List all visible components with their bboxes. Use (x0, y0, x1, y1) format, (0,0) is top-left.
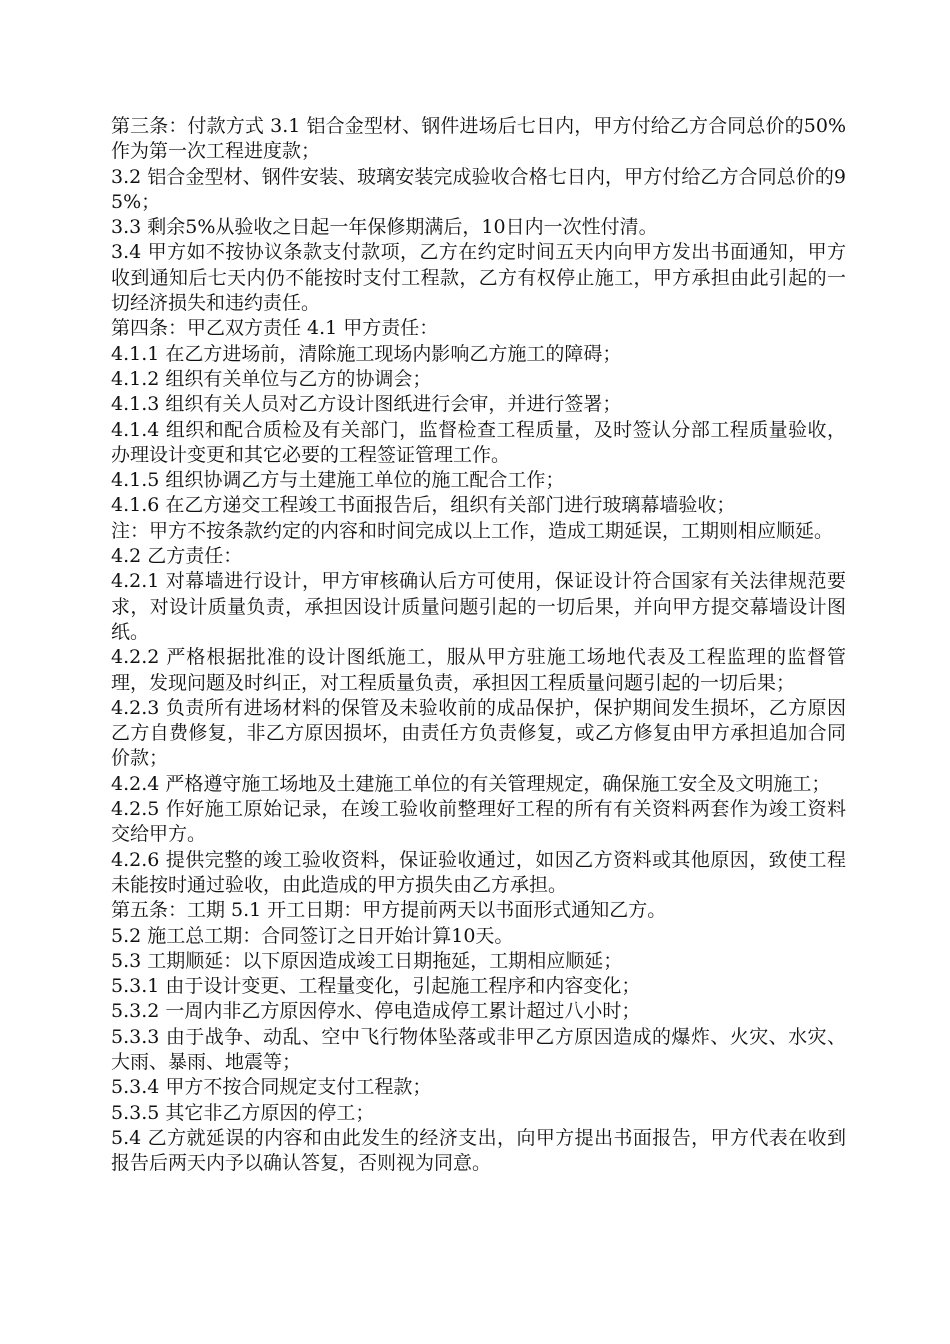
clause-4-responsibilities: 第四条：甲乙双方责任 4.1 甲方责任： (111, 317, 439, 340)
clause-3-4: 3.4 甲方如不按协议条款支付款项，乙方在约定时间五天内向甲方发出书面通知，甲方收到通知后七天内仍不能按时支付工程款，乙方有权停止施工，甲方承担由此引起的一切经济损失和违约责任。 (111, 241, 846, 315)
clause-4-2: 4.2 乙方责任： (111, 545, 243, 568)
clause-4-2-4: 4.2.4 严格遵守施工场地及土建施工单位的有关管理规定，确保施工安全及文明施工； (111, 772, 831, 795)
clause-4-2-3: 4.2.3 负责所有进场材料的保管及未验收前的成品保护，保护期间发生损坏，乙方原因乙方自费修复，非乙方原因损坏，由责任方负责修复，或乙方修复由甲方承担追加合同价款； (111, 696, 846, 770)
clause-5-3-3: 5.3.3 由于战争、动乱、空中飞行物体坠落或非甲乙方原因造成的爆炸、火灾、水灾、大雨、暴雨、地震等； (111, 1025, 846, 1073)
clause-4-1-2: 4.1.2 组织有关单位与乙方的协调会； (111, 367, 432, 390)
clause-5-3-4: 5.3.4 甲方不按合同规定支付工程款； (111, 1076, 432, 1099)
clause-4-1-4: 4.1.4 组织和配合质检及有关部门，监督检查工程质量，及时签认分部工程质量验收，办理设计变更和其它必要的工程签证管理工作。 (111, 418, 846, 466)
clause-4-1-3: 4.1.3 组织有关人员对乙方设计图纸进行会审，并进行签署； (111, 393, 622, 416)
clause-4-1-6: 4.1.6 在乙方递交工程竣工书面报告后，组织有关部门进行玻璃幕墙验收； (111, 494, 736, 517)
clause-4-2-5: 4.2.5 作好施工原始记录，在竣工验收前整理好工程的所有有关资料两套作为竣工资料交给甲方。 (111, 798, 846, 846)
clause-5-3-5: 5.3.5 其它非乙方原因的停工； (111, 1101, 375, 1124)
clause-4-2-2: 4.2.2 严格根据批准的设计图纸施工，服从甲方驻施工场地代表及工程监理的监督管理，发现问题及时纠正，对工程质量负责，承担因工程质量问题引起的一切后果； (111, 646, 846, 694)
clause-5-3-2: 5.3.2 一周内非乙方原因停水、停电造成停工累计超过八小时； (111, 1000, 641, 1023)
clause-4-2-1: 4.2.1 对幕墙进行设计，甲方审核确认后方可使用，保证设计符合国家有关法律规范要求，对设计质量负责，承担因设计质量问题引起的一切后果，并向甲方提交幕墙设计图纸。 (111, 570, 846, 643)
clause-3-2: 3.2 铝合金型材、钢件安装、玻璃安装完成验收合格七日内，甲方付给乙方合同总价的95%； (111, 165, 846, 213)
clause-5-schedule: 第五条：工期 5.1 开工日期：甲方提前两天以书面形式通知乙方。 (111, 899, 667, 922)
clause-5-2: 5.2 施工总工期：合同签订之日开始计算10天。 (111, 924, 514, 947)
clause-4-1-note: 注：甲方不按条款约定的内容和时间完成以上工作，造成工期延误，工期则相应顺延。 (111, 519, 834, 542)
clause-3-3: 3.3 剩余5%从验收之日起一年保修期满后，10日内一次性付清。 (111, 216, 658, 239)
clause-4-1-5: 4.1.5 组织协调乙方与土建施工单位的施工配合工作； (111, 469, 565, 492)
clause-4-2-6: 4.2.6 提供完整的竣工验收资料，保证验收通过，如因乙方资料或其他原因，致使工程未能按时通过验收，由此造成的甲方损失由乙方承担。 (111, 848, 846, 896)
document-body (111, 114, 846, 1176)
clause-4-1-1: 4.1.1 在乙方进场前，清除施工现场内影响乙方施工的障碍； (111, 342, 622, 365)
clause-3-payment-method: 第三条：付款方式 3.1 铝合金型材、钢件进场后七日内，甲方付给乙方合同总价的50%作为第一次工程进度款； (111, 115, 846, 163)
clause-5-3-1: 5.3.1 由于设计变更、工程量变化，引起施工程序和内容变化； (111, 975, 641, 998)
clause-5-4: 5.4 乙方就延误的内容和由此发生的经济支出，向甲方提出书面报告，甲方代表在收到报告后两天内予以确认答复，否则视为同意。 (111, 1126, 846, 1175)
clause-5-3: 5.3 工期顺延：以下原因造成竣工日期拖延，工期相应顺延； (111, 949, 623, 972)
